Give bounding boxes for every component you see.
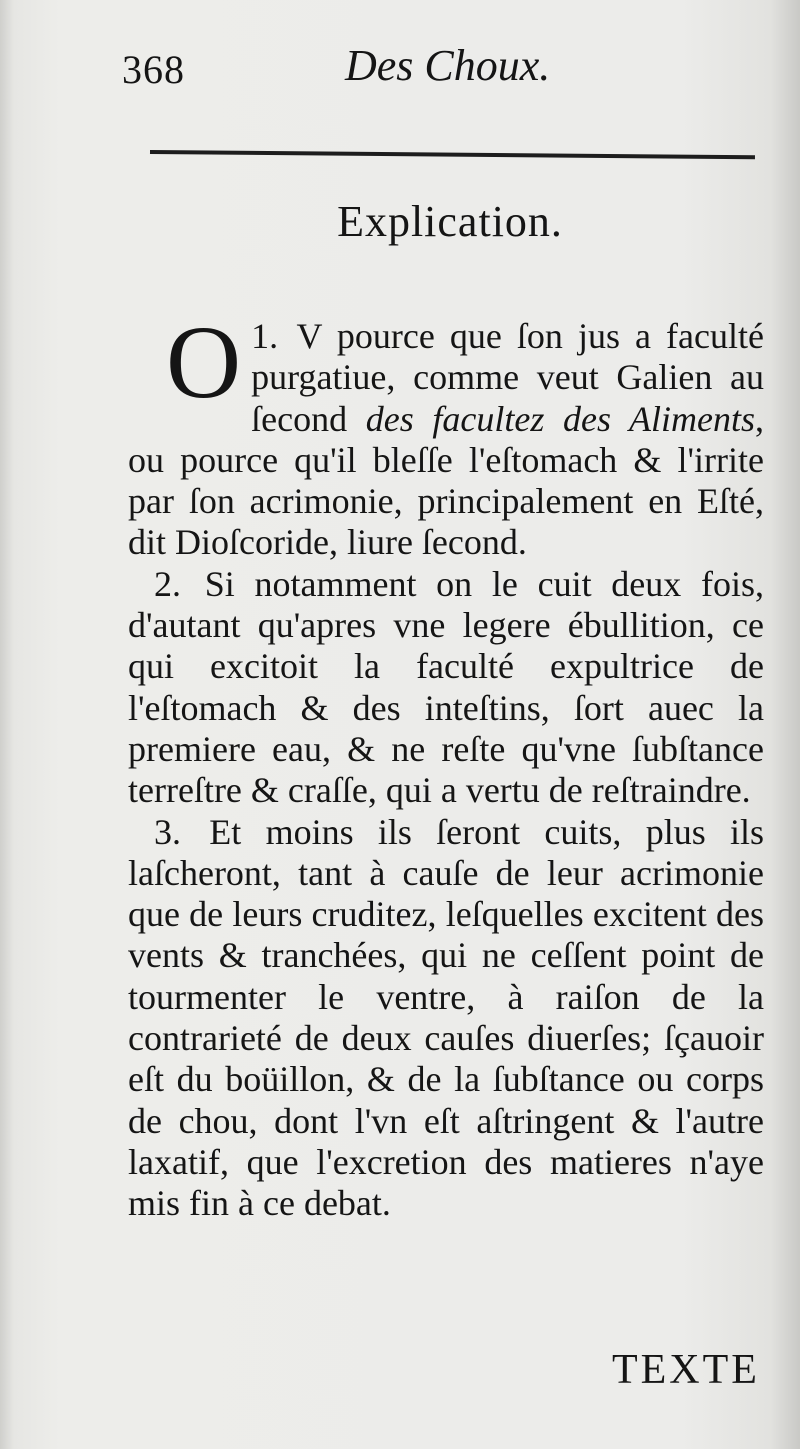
catchword: TEXTE xyxy=(612,1347,760,1393)
note-text-italic: des facultez des Aliments xyxy=(365,398,755,439)
note-number: 2. xyxy=(154,563,181,604)
note-text: Et moins ils ſeront cuits, plus ils laſcheront, tant à cauſe de leur acrimonie que de leurs cruditez, leſquelles excitent des vents & tranchées, qui ne ceſſent point de tourmenter le ventre, à raiſon de la contrarieté de deux cauſes diuerſes; ſçauoir eſt du boüillon, & de la ſubſtance ou corps de chou, dont l'vn eſt aſtringent & l'autre laxatif, que l'excretion des matieres n'aye mis fin à ce debat. xyxy=(128,811,765,1224)
note-number: 1. xyxy=(251,316,279,356)
drop-cap: O xyxy=(166,305,242,420)
note-text: Si notamment on le cuit deux fois, d'autant qu'apres vne legere ébullition, ce qui excitoit la faculté expultrice de l'eſtomach & des inteſtins, ſort auec la premiere eau, & ne reſte qu'vne ſubſtance terreſtre & craſſe, qui a vertu de reſtraindre. xyxy=(128,563,765,811)
body-text xyxy=(128,305,765,1225)
header-rule xyxy=(150,150,755,159)
note-number: 3. xyxy=(154,811,181,852)
page-header xyxy=(0,38,800,98)
note-text: V pource que ſon jus a faculté purgatiue, comme veut Galien au ſecond xyxy=(251,316,764,439)
note-text: , ou pource qu'il bleſſe l'eſtomach & l'irrite par ſon acrimonie, principalement en Eſté, dit Dioſcoride, liure ſecond. xyxy=(128,398,764,563)
page-number: 368 xyxy=(122,47,185,92)
section-title: Explication. xyxy=(337,197,563,246)
note-1 xyxy=(128,305,764,564)
note-3 xyxy=(128,812,764,1225)
note-2 xyxy=(128,564,764,812)
running-title: Des Choux. xyxy=(345,41,551,90)
